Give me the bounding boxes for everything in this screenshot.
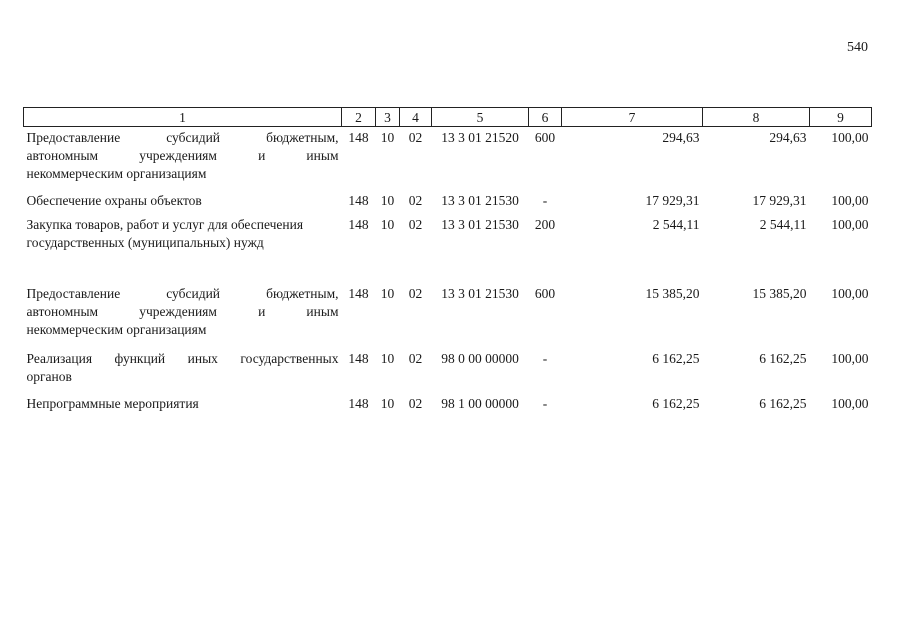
row-name-cell — [24, 285, 342, 350]
row-name-line: Непрограммные мероприятия — [26, 396, 199, 411]
row-name-line: Предоставление субсидий бюджетным, — [26, 286, 339, 301]
cell-target-article: 98 0 00 00000 — [441, 351, 519, 366]
cell-subsection: 02 — [408, 193, 423, 208]
row-name-line: Закупка товаров, работ и услуг для обеспечения — [26, 217, 304, 232]
cell-ministry: 148 — [348, 286, 369, 301]
cell-amount-planned: 294,63 — [662, 130, 700, 145]
cell-subsection: 02 — [408, 286, 423, 301]
row-name-line: Предоставление субсидий бюджетным, — [26, 130, 339, 145]
cell-amount-executed: 2 544,11 — [759, 217, 807, 232]
budget-table — [23, 107, 872, 413]
table-row — [24, 395, 872, 413]
row-name-line: государственных (муниципальных) нужд — [26, 235, 264, 250]
row-name-cell — [24, 216, 342, 285]
cell-amount-executed: 15 385,20 — [752, 286, 807, 301]
cell-amount-executed: 6 162,25 — [759, 396, 807, 411]
cell-target-article: 13 3 01 21530 — [441, 217, 519, 232]
cell-ministry: 148 — [348, 217, 369, 232]
cell-percent: 100,00 — [831, 396, 869, 411]
column-header: 6 — [529, 108, 562, 127]
cell-target-article: 13 3 01 21530 — [441, 286, 519, 301]
cell-expense-type: 600 — [534, 130, 556, 145]
column-number-row — [24, 108, 872, 127]
row-name-line: автономным учреждениям и иным — [26, 148, 339, 163]
cell-subsection: 02 — [408, 351, 423, 366]
cell-section: 10 — [380, 351, 395, 366]
column-header: 5 — [432, 108, 529, 127]
table-row — [24, 350, 872, 395]
cell-target-article: 13 3 01 21530 — [441, 193, 519, 208]
cell-section: 10 — [380, 217, 395, 232]
cell-percent: 100,00 — [831, 351, 869, 366]
column-header: 1 — [24, 108, 342, 127]
row-name-line: автономным учреждениям и иным — [26, 304, 339, 319]
cell-expense-type: 200 — [534, 217, 556, 232]
cell-percent: 100,00 — [831, 286, 869, 301]
row-name-line: некоммерческим организациям — [26, 166, 207, 181]
table-row — [24, 285, 872, 350]
row-name-cell — [24, 395, 342, 413]
cell-target-article: 98 1 00 00000 — [441, 396, 519, 411]
row-name-cell — [24, 127, 342, 193]
table-row — [24, 216, 872, 285]
cell-subsection: 02 — [408, 396, 423, 411]
row-name-cell — [24, 350, 342, 395]
cell-expense-type: - — [542, 396, 548, 411]
cell-subsection: 02 — [408, 130, 423, 145]
cell-ministry: 148 — [348, 351, 369, 366]
cell-section: 10 — [380, 396, 395, 411]
row-name-line: некоммерческим организациям — [26, 322, 207, 337]
table-row — [24, 192, 872, 216]
column-header: 4 — [400, 108, 432, 127]
cell-percent: 100,00 — [831, 130, 869, 145]
cell-amount-executed: 6 162,25 — [759, 351, 807, 366]
row-name-line: органов — [26, 369, 72, 384]
cell-ministry: 148 — [348, 193, 369, 208]
cell-amount-executed: 17 929,31 — [752, 193, 807, 208]
row-name-line: Обеспечение охраны объектов — [26, 193, 202, 208]
cell-target-article: 13 3 01 21520 — [441, 130, 519, 145]
row-name-cell — [24, 192, 342, 216]
cell-section: 10 — [380, 193, 395, 208]
page-number: 540 — [847, 40, 868, 55]
cell-section: 10 — [380, 286, 395, 301]
column-header: 8 — [703, 108, 810, 127]
cell-subsection: 02 — [408, 217, 423, 232]
cell-percent: 100,00 — [831, 217, 869, 232]
column-header: 2 — [342, 108, 376, 127]
cell-amount-planned: 2 544,11 — [652, 217, 700, 232]
column-header: 3 — [376, 108, 400, 127]
column-header: 9 — [810, 108, 872, 127]
cell-ministry: 148 — [348, 396, 369, 411]
cell-amount-planned: 6 162,25 — [652, 396, 700, 411]
cell-amount-planned: 17 929,31 — [645, 193, 700, 208]
cell-section: 10 — [380, 130, 395, 145]
cell-amount-executed: 294,63 — [769, 130, 807, 145]
cell-amount-planned: 6 162,25 — [652, 351, 700, 366]
cell-percent: 100,00 — [831, 193, 869, 208]
cell-ministry: 148 — [348, 130, 369, 145]
cell-amount-planned: 15 385,20 — [645, 286, 700, 301]
cell-expense-type: 600 — [534, 286, 556, 301]
cell-expense-type: - — [542, 193, 548, 208]
row-name-line: Реализация функций иных государственных — [26, 351, 339, 366]
column-header: 7 — [562, 108, 703, 127]
table-row — [24, 127, 872, 193]
cell-expense-type: - — [542, 351, 548, 366]
